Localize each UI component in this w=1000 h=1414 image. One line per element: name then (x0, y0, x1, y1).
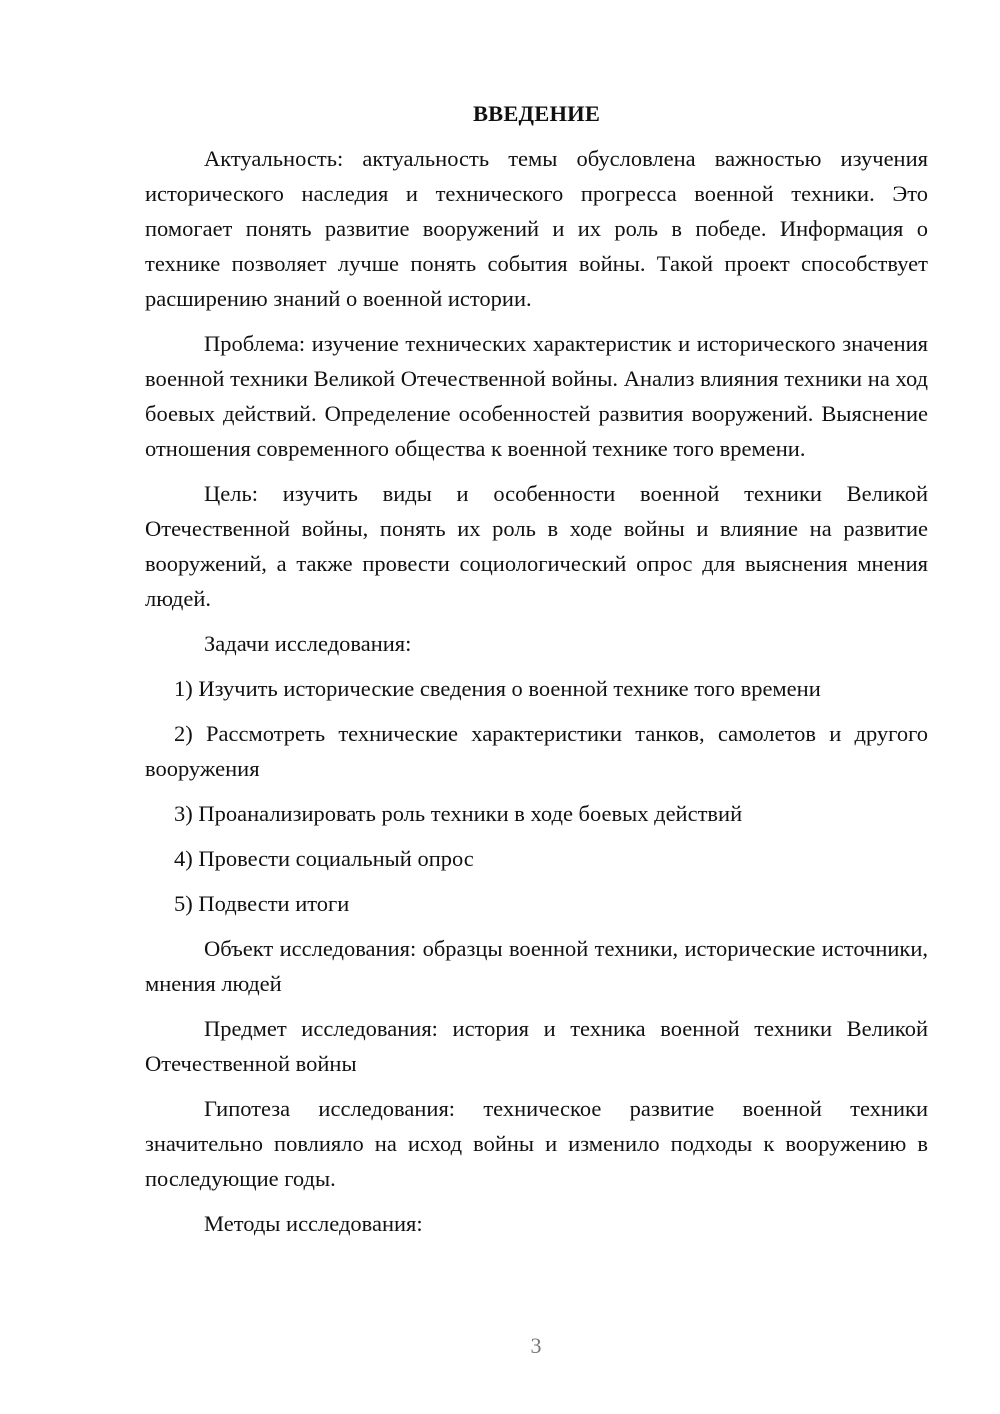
tasks-heading: Задачи исследования: (204, 631, 412, 656)
task-item-2: 2) Рассмотреть технические характеристики танков, самолетов и другого вооружения (145, 721, 928, 781)
task-item-4: 4) Провести социальный опрос (174, 846, 474, 871)
document-body (145, 96, 928, 1251)
task-item-1: 1) Изучить исторические сведения о военной технике того времени (174, 676, 821, 701)
methods-heading: Методы исследования: (204, 1211, 423, 1236)
problem-paragraph: Проблема: изучение технических характеристик и исторического значения военной техники Великой Отечественной войны. Анализ влияния техники на ход боевых действий. Определение особенностей развития вооружений. Выяснение отношения современного общества к военной технике того времени. (145, 331, 928, 461)
page-number: 3 (530, 1333, 542, 1358)
task-item-5: 5) Подвести итоги (174, 891, 350, 916)
research-subject-paragraph: Предмет исследования: история и техника военной техники Великой Отечественной войны (145, 1016, 928, 1076)
hypothesis-paragraph: Гипотеза исследования: техническое развитие военной техники значительно повлияло на исход войны и изменило подходы к вооружению в последующие годы. (145, 1096, 928, 1191)
relevance-paragraph: Актуальность: актуальность темы обусловлена важностью изучения исторического наследия и технического прогресса военной техники. Это помогает понять развитие вооружений и их роль в победе. Информация о технике позволяет лучше понять события войны. Такой проект способствует расширению знаний о военной истории. (145, 146, 928, 311)
research-object-paragraph: Объект исследования: образцы военной техники, исторические источники, мнения людей (145, 936, 928, 996)
page-title: ВВЕДЕНИЕ (472, 101, 601, 126)
goal-paragraph: Цель: изучить виды и особенности военной техники Великой Отечественной войны, понять их роль в ходе войны и влияние на развитие вооружений, а также провести социологический опрос для выяснения мнения людей. (145, 481, 928, 611)
task-item-3: 3) Проанализировать роль техники в ходе боевых действий (174, 801, 743, 826)
